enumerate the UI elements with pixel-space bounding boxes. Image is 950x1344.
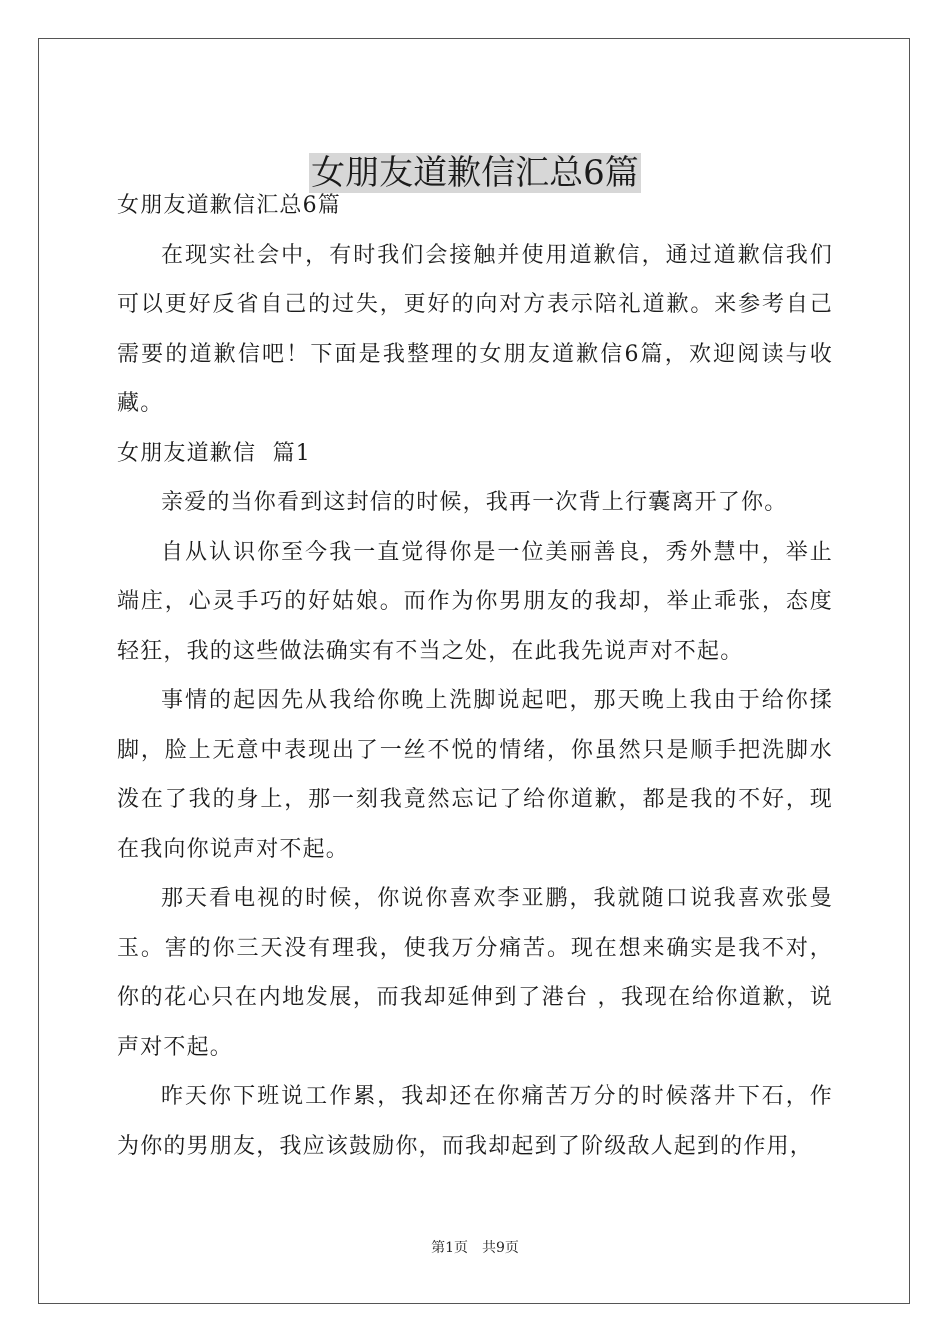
body-paragraph: 亲爱的当你看到这封信的时候，我再一次背上行囊离开了你。 [161, 490, 788, 515]
document-body [117, 181, 833, 1171]
document-title-text: 女朋友道歉信汇总6篇 [311, 152, 639, 193]
section-heading: 女朋友道歉信 篇1 [117, 440, 311, 466]
body-paragraph: 那天看电视的时候，你说你喜欢李亚鹏，我就随口说我喜欢张曼玉。害的你三天没有理我，使我万分痛苦。现在想来确实是我不对，你的花心只在内地发展，而我却延伸到了港台 ，我现在给你道歉，说声对不起。 [117, 886, 833, 1060]
subtitle-paragraph: 女朋友道歉信汇总6篇 [117, 193, 341, 218]
body-paragraph: 自从认识你至今我一直觉得你是一位美丽善良，秀外慧中，举止端庄，心灵手巧的好姑娘。而作为你男朋友的我却，举止乖张，态度轻狂，我的这些做法确实有不当之处，在此我先说声对不起。 [117, 539, 833, 664]
body-paragraph: 昨天你下班说工作累，我却还在你痛苦万分的时候落井下石，作为你的男朋友，我应该鼓励你，而我却起到了阶级敌人起到的作用， [117, 1084, 833, 1159]
body-paragraph: 事情的起因先从我给你晚上洗脚说起吧，那天晚上我由于给你揉脚，脸上无意中表现出了一丝不悦的情绪，你虽然只是顺手把洗脚水泼在了我的身上，那一刻我竟然忘记了给你道歉，都是我的不好，现在我向你说声对不起。 [117, 688, 833, 862]
intro-paragraph: 在现实社会中，有时我们会接触并使用道歉信，通过道歉信我们可以更好反省自己的过失，更好的向对方表示陪礼道歉。来参考自己需要的道歉信吧！下面是我整理的女朋友道歉信6篇，欢迎阅读与收藏。 [117, 242, 833, 416]
page-footer [0, 1238, 950, 1258]
page-number: 第1页 [431, 1240, 468, 1256]
page-total: 共9页 [482, 1240, 519, 1256]
